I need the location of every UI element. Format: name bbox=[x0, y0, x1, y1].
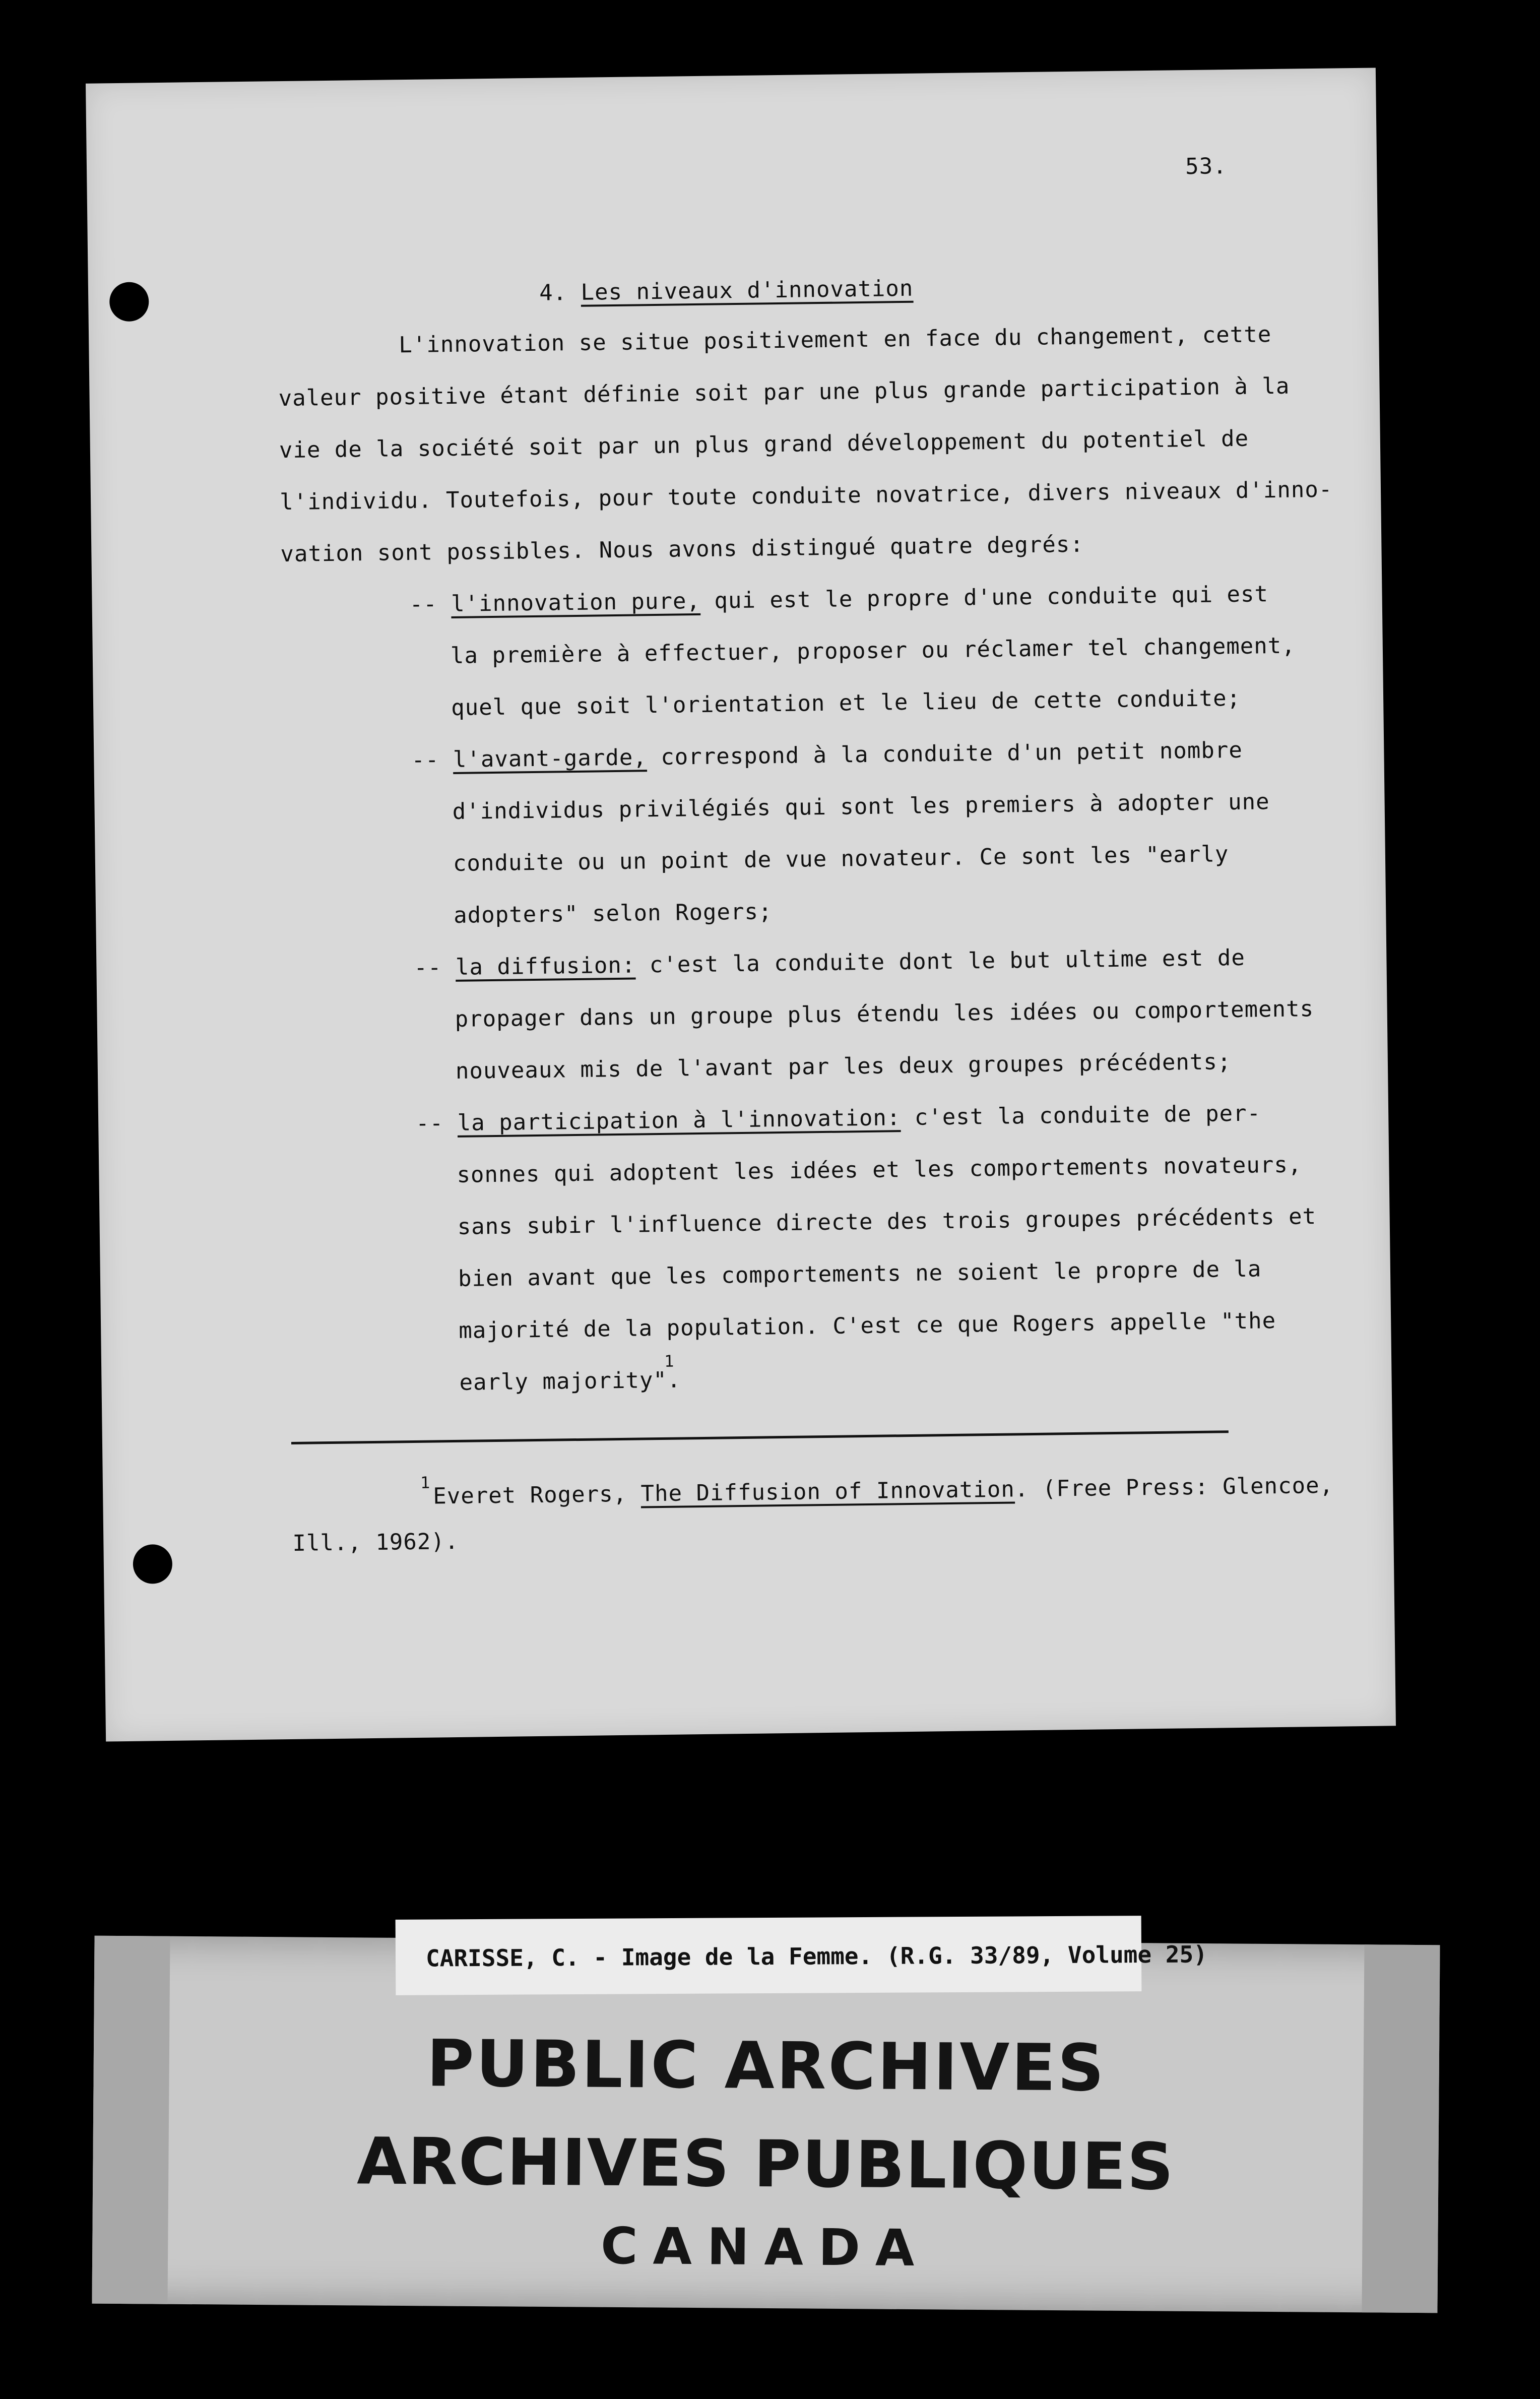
intro-line: vation sont possibles. Nous avons distingué quatre degrés: bbox=[280, 531, 1084, 567]
item-line: adopters" selon Rogers; bbox=[453, 899, 773, 928]
intro-line: l'individu. Toutefois, pour toute conduite novatrice, divers niveaux d'inno- bbox=[279, 476, 1333, 516]
document-page bbox=[86, 68, 1396, 1741]
list-item-innovation-pure bbox=[409, 583, 1268, 616]
item-term: l'avant-garde, bbox=[453, 744, 648, 773]
item-line: quel que soit l'orientation et le lieu de cette conduite; bbox=[451, 685, 1241, 721]
section-number: 4. bbox=[539, 280, 567, 306]
item-text: c'est la conduite de per- bbox=[901, 1100, 1261, 1131]
item-term: la diffusion: bbox=[455, 952, 636, 980]
footnote-author: Everet Rogers, bbox=[432, 1481, 641, 1509]
archive-label bbox=[396, 1916, 1208, 1995]
stamp-line-canada: CANADA bbox=[600, 2216, 930, 2278]
item-text: c'est la conduite dont le but ultime est de bbox=[635, 944, 1246, 978]
item-line: nouveaux mis de l'avant par les deux groupes précédents; bbox=[455, 1049, 1232, 1084]
list-item-participation bbox=[415, 1100, 1261, 1137]
intro-line: vie de la société soit par un plus grand développement du potentiel de bbox=[279, 425, 1249, 464]
footnote-rest: . (Free Press: Glencoe, bbox=[1014, 1472, 1334, 1502]
item-line: la première à effectuer, proposer ou réclamer tel changement, bbox=[450, 633, 1296, 669]
item-line: bien avant que les comportements ne soient le propre de la bbox=[458, 1256, 1262, 1292]
item-line: majorité de la population. C'est ce que Rogers appelle "the bbox=[458, 1308, 1276, 1344]
item-dash: -- bbox=[415, 1110, 444, 1137]
archive-label-text: CARISSE, C. - Image de la Femme. (R.G. 33/89, Volume 25) bbox=[425, 1940, 1208, 1972]
item-dash: -- bbox=[409, 591, 437, 617]
footnote-text bbox=[432, 1472, 1334, 1509]
item-line: d'individus privilégiés qui sont les premiers à adopter une bbox=[452, 789, 1270, 825]
item-line: early majority". bbox=[459, 1367, 681, 1396]
footnote-title: The Diffusion of Innovation bbox=[640, 1476, 1015, 1507]
punch-hole-bottom bbox=[133, 1544, 172, 1584]
item-term: l'innovation pure, bbox=[451, 588, 701, 617]
list-item-diffusion bbox=[414, 944, 1246, 981]
intro-line: valeur positive étant définie soit par une plus grande participation à la bbox=[278, 373, 1290, 412]
item-line: sans subir l'influence directe des trois groupes précédents et bbox=[457, 1204, 1317, 1240]
footnote-line2: Ill., 1962). bbox=[292, 1528, 459, 1556]
section-heading bbox=[539, 275, 914, 306]
item-line: conduite ou un point de vue novateur. Ce sont les "early bbox=[453, 841, 1229, 876]
footnote-separator bbox=[291, 1430, 1229, 1444]
footnote-reference: 1 bbox=[664, 1351, 674, 1371]
list-item-avant-garde bbox=[411, 739, 1243, 772]
stamp-line-public-archives: PUBLIC ARCHIVES bbox=[426, 2026, 1107, 2106]
punch-hole-top bbox=[109, 282, 149, 322]
item-line: propager dans un groupe plus étendu les idées ou comportements bbox=[455, 996, 1314, 1032]
item-line: sonnes qui adoptent les idées et les comportements novateurs, bbox=[457, 1152, 1302, 1188]
page-number: 53. bbox=[1185, 153, 1227, 180]
section-title: Les niveaux d'innovation bbox=[581, 275, 914, 305]
intro-line: L'innovation se situe positivement en face du changement, cette bbox=[399, 322, 1272, 358]
item-text: qui est le propre d'une conduite qui est bbox=[700, 581, 1269, 614]
footnote-marker: 1 bbox=[420, 1473, 430, 1492]
stamp-line-archives-publiques: ARCHIVES PUBLIQUES bbox=[356, 2124, 1175, 2205]
item-text: correspond à la conduite d'un petit nombre bbox=[647, 737, 1243, 771]
item-dash: -- bbox=[414, 955, 442, 981]
item-term: la participation à l'innovation: bbox=[457, 1105, 901, 1136]
item-dash: -- bbox=[411, 747, 439, 773]
